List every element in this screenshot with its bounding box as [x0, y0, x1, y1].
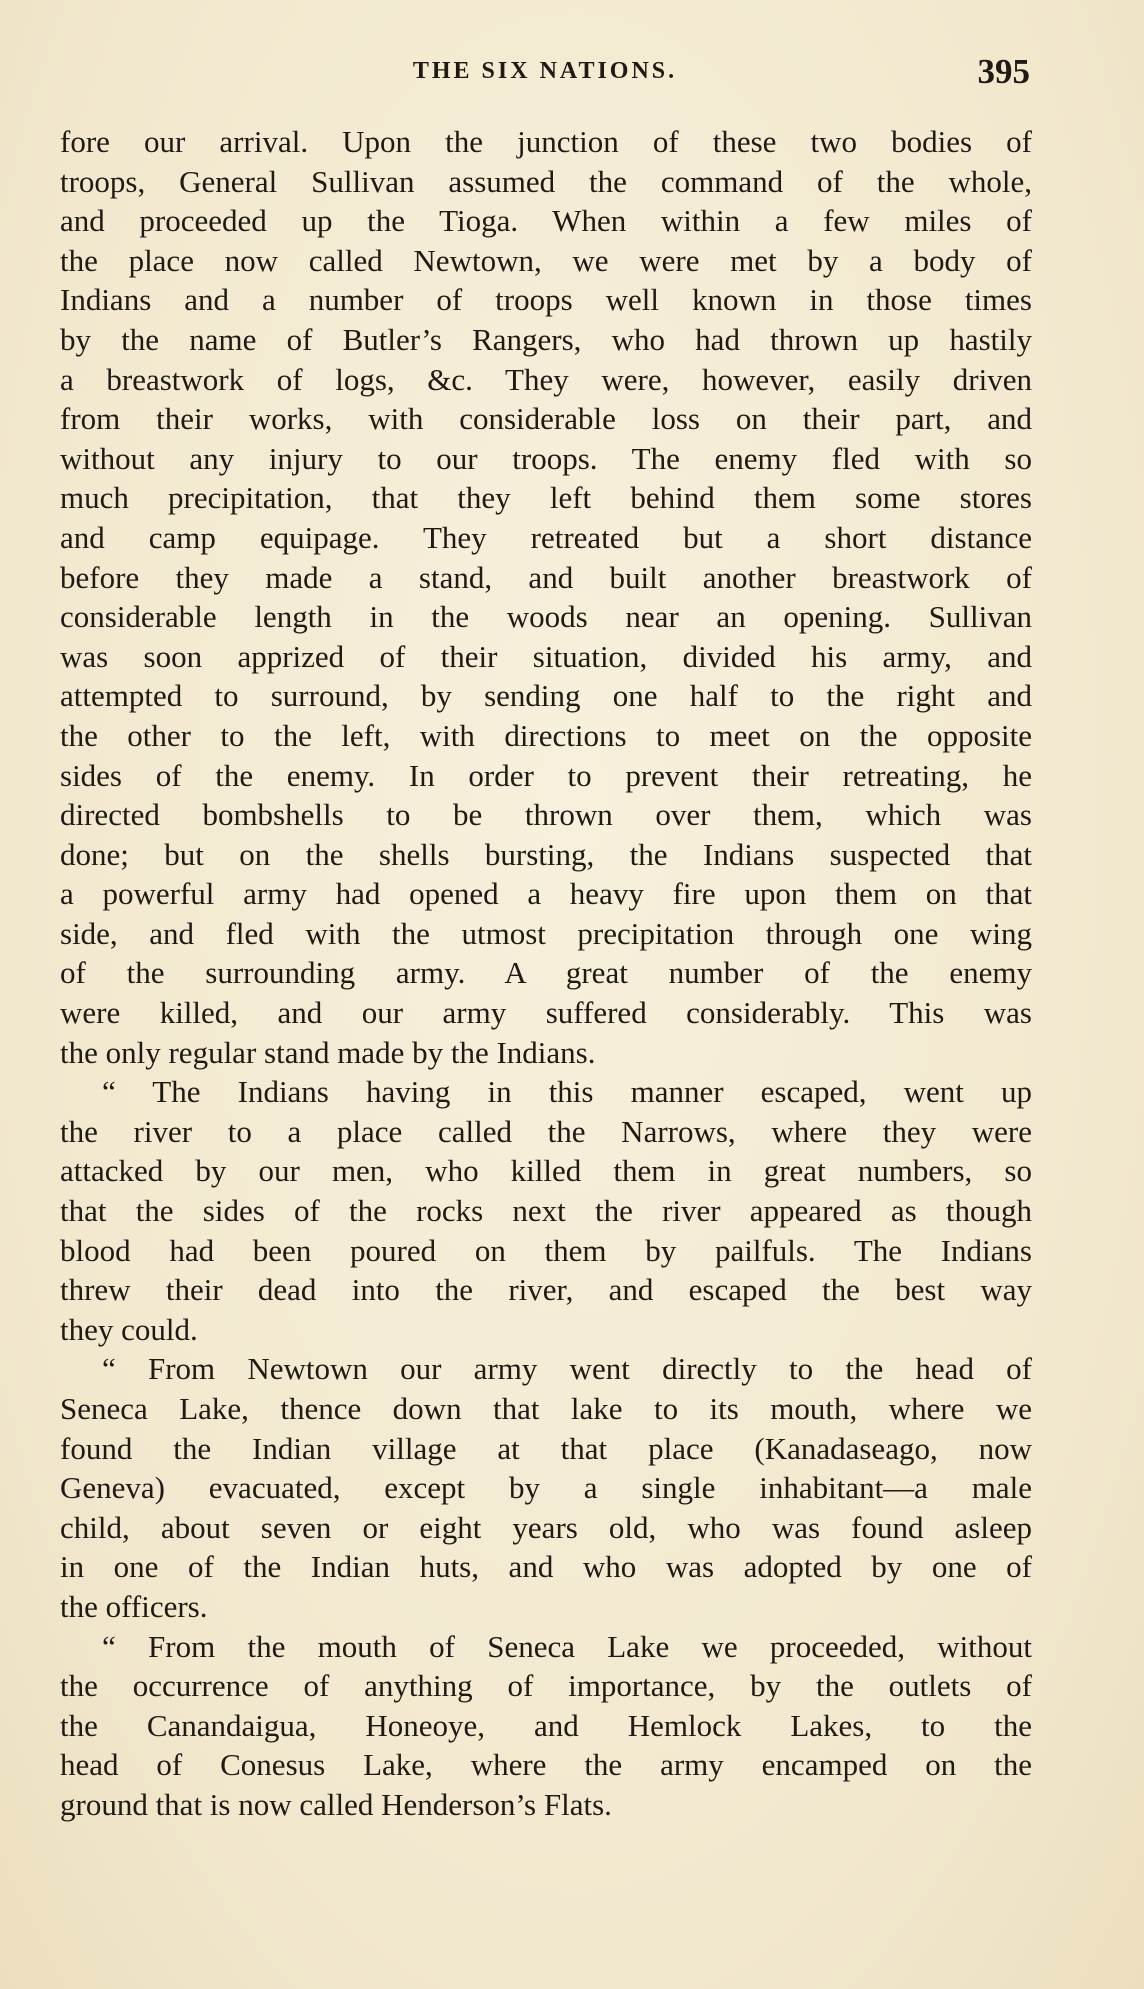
text-line: blood had been poured on them by pailfuls. The Indians [60, 1232, 1032, 1268]
paragraph-start-line: “ The Indians having in this manner escaped, went up [102, 1074, 1032, 1110]
text-line: the other to the left, with directions to meet on the opposite [60, 717, 1032, 753]
paragraph-end-line: the officers. [60, 1588, 208, 1624]
paragraph-start-line: “ From Newtown our army went directly to the head of [102, 1351, 1032, 1387]
text-line: child, about seven or eight years old, who was found asleep [60, 1509, 1032, 1545]
text-line: the Canandaigua, Honeoye, and Hemlock Lakes, to the [60, 1707, 1032, 1743]
text-line: much precipitation, that they left behind them some stores [60, 480, 1032, 516]
text-line: considerable length in the woods near an opening. Sullivan [60, 599, 1032, 635]
text-line: and proceeded up the Tioga. When within a few miles of [60, 203, 1032, 239]
text-line: threw their dead into the river, and escaped the best way [60, 1272, 1032, 1308]
text-line: Indians and a number of troops well known in those times [60, 282, 1032, 318]
page-header [60, 52, 1030, 100]
running-head: THE SIX NATIONS. [412, 58, 678, 84]
text-line: a breastwork of logs, &c. They were, however, easily driven [60, 361, 1032, 397]
text-line: were killed, and our army suffered considerably. This was [60, 995, 1032, 1031]
text-line: the river to a place called the Narrows, where they were [60, 1113, 1032, 1149]
text-line: before they made a stand, and built another breastwork of [60, 559, 1032, 595]
text-line: Geneva) evacuated, except by a single inhabitant—a male [60, 1470, 1032, 1506]
body-text [60, 122, 1032, 1825]
text-line: done; but on the shells bursting, the Indians suspected that [60, 836, 1032, 872]
page-number: 395 [977, 52, 1030, 91]
text-line: side, and fled with the utmost precipitation through one wing [60, 915, 1032, 951]
text-line: the occurrence of anything of importance, by the outlets of [60, 1668, 1032, 1704]
paragraph-start-line: “ From the mouth of Seneca Lake we proceeded, without [102, 1628, 1032, 1664]
text-line: head of Conesus Lake, where the army encamped on the [60, 1747, 1032, 1783]
text-line: troops, General Sullivan assumed the command of the whole, [60, 163, 1032, 199]
text-line: fore our arrival. Upon the junction of these two bodies of [60, 124, 1032, 159]
text-line: attempted to surround, by sending one half to the right and [60, 678, 1032, 714]
text-line: without any injury to our troops. The enemy fled with so [60, 440, 1032, 476]
text-line: sides of the enemy. In order to prevent their retreating, he [60, 757, 1032, 793]
text-line: the place now called Newtown, we were met by a body of [60, 242, 1032, 278]
text-line: Seneca Lake, thence down that lake to its mouth, where we [60, 1391, 1032, 1426]
text-line: of the surrounding army. A great number of the enemy [60, 955, 1032, 991]
paragraph-end-line: they could. [60, 1311, 198, 1347]
text-line: by the name of Butler’s Rangers, who had thrown up hastily [60, 321, 1032, 357]
text-line: a powerful army had opened a heavy fire upon them on that [60, 876, 1032, 912]
text-line: and camp equipage. They retreated but a short distance [60, 519, 1032, 555]
text-line: in one of the Indian huts, and who was adopted by one of [60, 1549, 1032, 1585]
paragraph-end-line: the only regular stand made by the Indians. [60, 1034, 596, 1070]
text-line: attacked by our men, who killed them in great numbers, so [60, 1153, 1032, 1189]
paragraph-end-line: ground that is now called Henderson’s Flats. [60, 1786, 612, 1822]
text-line: from their works, with considerable loss on their part, and [60, 401, 1032, 437]
text-line: was soon apprized of their situation, divided his army, and [60, 638, 1032, 674]
text-line: found the Indian village at that place (Kanadaseago, now [60, 1430, 1032, 1466]
text-line: directed bombshells to be thrown over them, which was [60, 797, 1032, 833]
text-line: that the sides of the rocks next the river appeared as though [60, 1193, 1032, 1229]
